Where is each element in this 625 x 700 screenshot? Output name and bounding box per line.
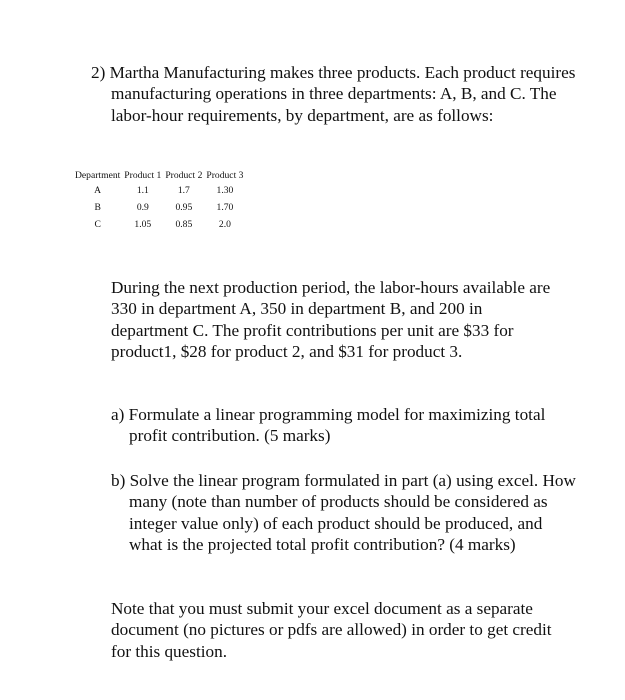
- question-body: Martha Manufacturing makes three products. Each product requires manufacturing operations in three departments: A, B, and C. The labor-hour requirements, by department, are as follows:: [109, 63, 576, 125]
- table-cell: 0.85: [175, 219, 193, 230]
- header-product-2: Product 2: [165, 169, 203, 181]
- question-number: 2): [91, 63, 106, 82]
- part-b-label: b): [111, 471, 126, 490]
- table-row: [73, 216, 245, 233]
- part-b-text: Solve the linear program formulated in part (a) using excel. How many (note than number of products should be considered as integer value only) of each product should be produced, and what is the projected total profit contribution? (4 marks): [129, 471, 576, 555]
- submission-note: Note that you must submit your excel document as a separate document (no pictures or pdfs are allowed) in order to get credit for this question.: [111, 599, 552, 661]
- availability-paragraph: During the next production period, the labor-hours available are 330 in department A, 350 in department B, and 200 in department C. The profit contributions per unit are $33 for product1, $28 for product 2, and $31 for product 3.: [111, 278, 551, 362]
- question-text: [91, 62, 581, 126]
- labor-hours-table: [73, 168, 245, 233]
- table-row: [73, 182, 245, 199]
- table-header-row: [73, 168, 245, 182]
- table-cell: B: [94, 202, 101, 213]
- part-b: [111, 470, 579, 556]
- table-row: [73, 199, 245, 216]
- table-cell: 1.30: [216, 185, 234, 196]
- table-cell: 1.70: [216, 202, 234, 213]
- table-cell: 1.7: [177, 185, 190, 196]
- part-a: [111, 404, 579, 447]
- part-a-label: a): [111, 405, 125, 424]
- table-cell: 0.95: [175, 202, 193, 213]
- table-cell: C: [94, 219, 101, 230]
- table-cell: 1.1: [136, 185, 149, 196]
- header-product-1: Product 1: [124, 169, 162, 181]
- table-cell: A: [94, 185, 102, 196]
- table-cell: 2.0: [218, 219, 231, 230]
- part-a-text: Formulate a linear programming model for maximizing total profit contribution. (5 marks): [128, 405, 546, 446]
- header-department: Department: [75, 169, 121, 181]
- header-product-3: Product 3: [206, 169, 244, 181]
- table-cell: 0.9: [136, 202, 149, 213]
- table-cell: 1.05: [134, 219, 152, 230]
